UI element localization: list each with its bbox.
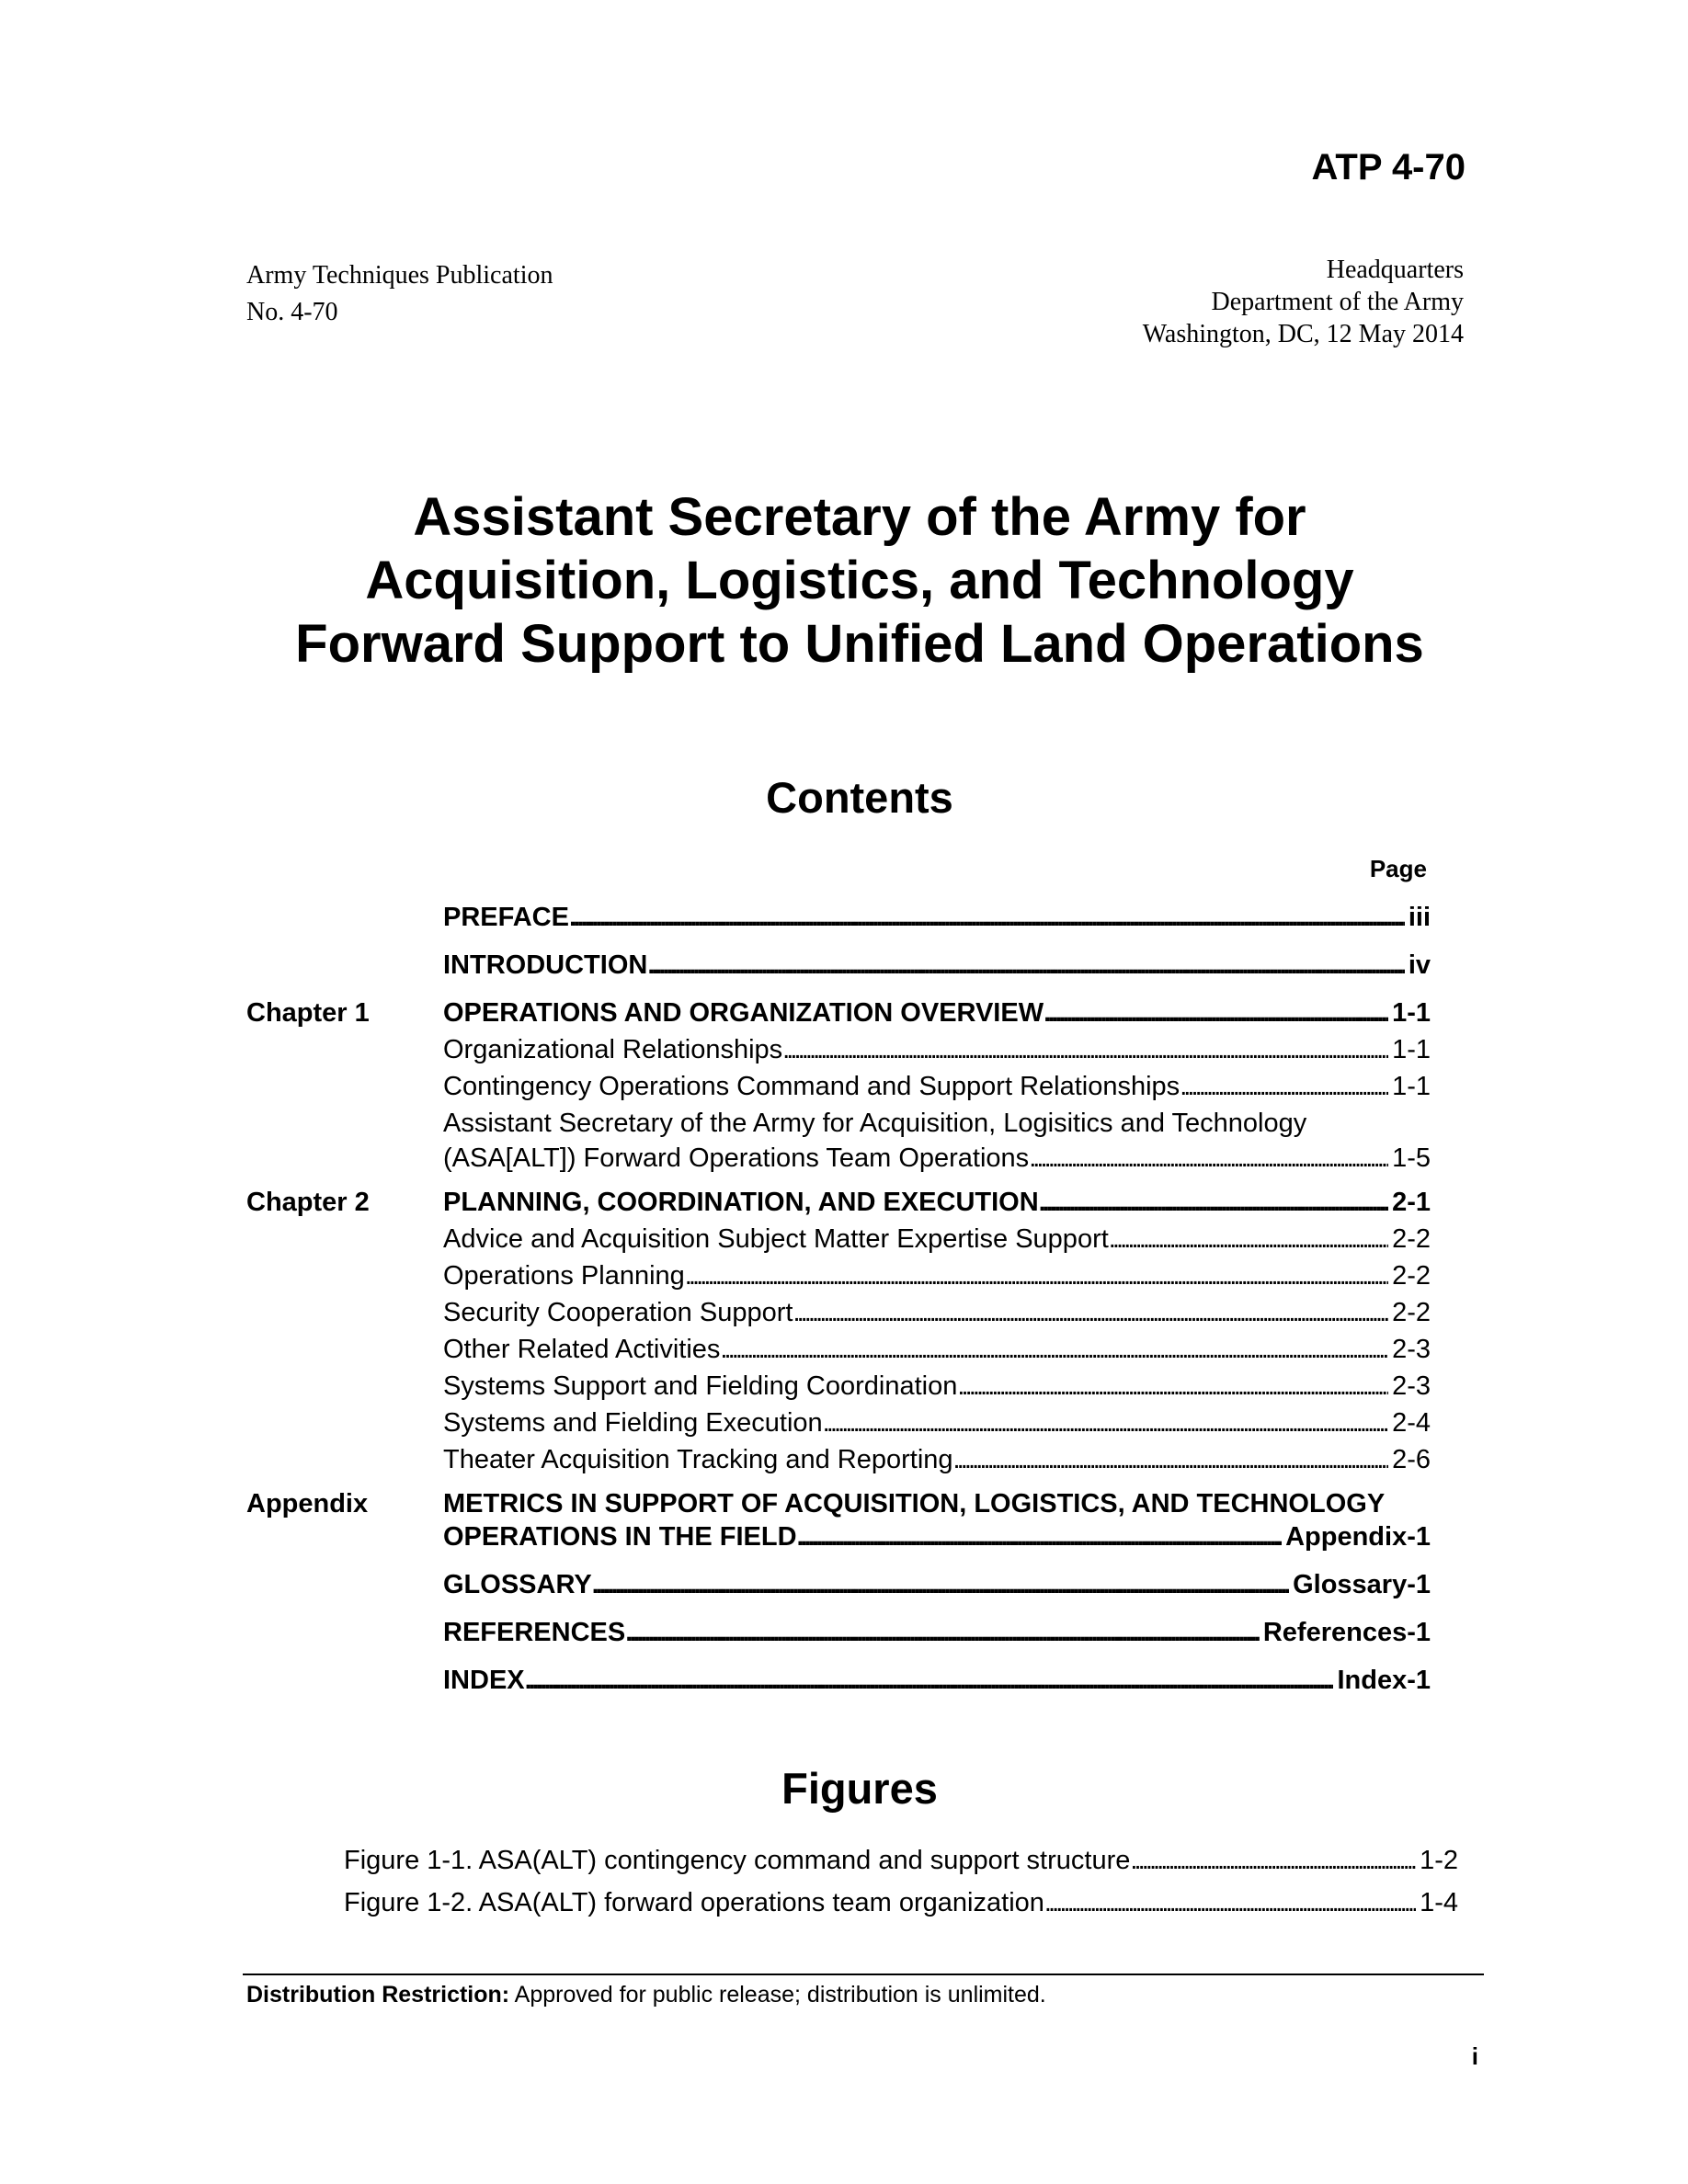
toc-entry[interactable]: Other Related Activities . . . 2-3 <box>443 1331 1431 1368</box>
toc-entry-references[interactable]: REFERENCES . . . References-1 <box>443 1614 1431 1651</box>
headquarters-label: Headquarters <box>1326 256 1464 284</box>
distribution-text: Approved for public release; distribution is unlimited. <box>509 1982 1046 2008</box>
toc-entry-chapter-2[interactable]: PLANNING, COORDINATION, AND EXECUTION . . . 2-1 <box>443 1184 1431 1221</box>
distribution-restriction <box>246 1982 1046 2008</box>
title-line-2: Acquisition, Logistics, and Technology <box>365 551 1354 610</box>
toc-entry-appendix[interactable]: OPERATIONS IN THE FIELD . . . Appendix-1 <box>443 1519 1431 1555</box>
document-title <box>0 485 1688 676</box>
figure-entry[interactable]: Figure 1-2. ASA(ALT) forward operations team organization . . . 1-4 <box>344 1884 1458 1921</box>
toc-entry[interactable]: Systems Support and Fielding Coordination . . . 2-3 <box>443 1368 1431 1405</box>
toc-entry-introduction[interactable]: INTRODUCTION . . . iv <box>443 947 1431 984</box>
toc-entry[interactable]: Advice and Acquisition Subject Matter Expertise Support . . . 2-2 <box>443 1221 1431 1257</box>
issuing-authority <box>1143 254 1464 350</box>
footer-divider <box>243 1974 1484 1975</box>
publication-designation <box>246 257 553 331</box>
toc-entry-index[interactable]: INDEX . . . Index-1 <box>443 1662 1431 1699</box>
location-date: Washington, DC, 12 May 2014 <box>1142 320 1464 348</box>
toc-entry-preface[interactable]: PREFACE . . . iii <box>443 899 1431 936</box>
figures-heading: Figures <box>781 1764 938 1813</box>
toc-entry[interactable]: Theater Acquisition Tracking and Reporting . . . 2-6 <box>443 1441 1431 1478</box>
toc-entry[interactable]: (ASA[ALT]) Forward Operations Team Operations . . . 1-5 <box>443 1140 1431 1177</box>
distribution-label: Distribution Restriction: <box>246 1982 510 2008</box>
toc-entry-chapter-1[interactable]: OPERATIONS AND ORGANIZATION OVERVIEW . . . 1-1 <box>443 995 1431 1031</box>
contents-heading: Contents <box>766 773 953 822</box>
toc-entry-appendix-line-1[interactable]: METRICS IN SUPPORT OF ACQUISITION, LOGISTICS, AND TECHNOLOGY <box>443 1489 1386 1519</box>
page-column-label: Page <box>1369 855 1427 882</box>
chapter-1-label: Chapter 1 <box>246 998 370 1028</box>
toc-entry-line-1[interactable]: Assistant Secretary of the Army for Acquisition, Logisitics and Technology <box>443 1109 1307 1138</box>
title-line-3: Forward Support to Unified Land Operations <box>295 614 1424 674</box>
toc-entry[interactable]: Security Cooperation Support . . . 2-2 <box>443 1294 1431 1331</box>
toc-entry[interactable]: Operations Planning . . . 2-2 <box>443 1257 1431 1294</box>
toc-entry[interactable]: Systems and Fielding Execution . . . 2-4 <box>443 1405 1431 1441</box>
department-label: Department of the Army <box>1211 288 1464 316</box>
toc-entry[interactable]: Contingency Operations Command and Support Relationships . . . 1-1 <box>443 1068 1431 1105</box>
appendix-label: Appendix <box>246 1489 369 1519</box>
publication-number: No. 4-70 <box>246 298 338 326</box>
title-line-1: Assistant Secretary of the Army for <box>413 487 1306 547</box>
toc-entry[interactable]: Organizational Relationships . . . 1-1 <box>443 1031 1431 1068</box>
figure-entry[interactable]: Figure 1-1. ASA(ALT) contingency command and support structure . . . 1-2 <box>344 1842 1458 1879</box>
chapter-2-label: Chapter 2 <box>246 1188 370 1217</box>
page-number: i <box>1471 2042 1478 2070</box>
publication-type: Army Techniques Publication <box>246 261 553 290</box>
publication-code: ATP 4-70 <box>1311 147 1466 188</box>
toc-entry-glossary[interactable]: GLOSSARY . . . Glossary-1 <box>443 1566 1431 1603</box>
